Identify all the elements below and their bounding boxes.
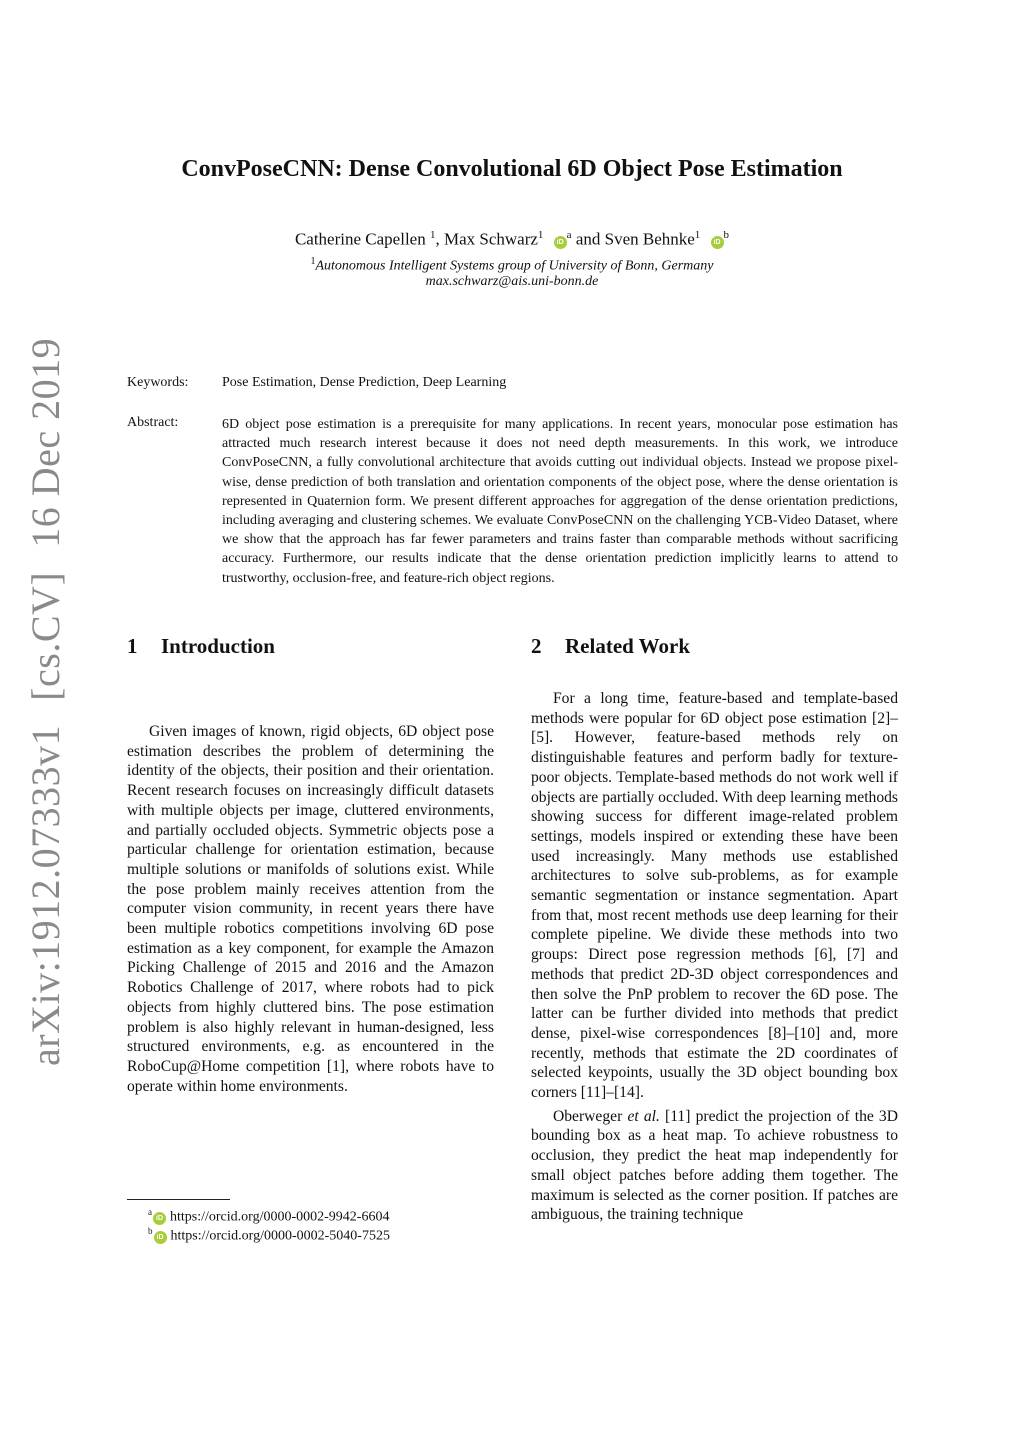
affiliation-mark: 1 (310, 256, 316, 267)
paragraph-text: [11] predict the projection of the 3D bounding box as a heat map. To achieve robustness to occlusion, they predict the heat map independently for small object patches before adding them together. The maximum is selected as the corner position. If patches are ambiguous, the training technique (531, 1107, 898, 1224)
footnote-mark: b (723, 229, 730, 241)
affiliation-mark: 1 (694, 229, 701, 241)
arxiv-category: [cs.CV] (23, 571, 68, 701)
arxiv-date: 16 Dec 2019 (23, 337, 68, 548)
related-work-paragraph (531, 1107, 898, 1225)
abstract-label: Abstract: (127, 415, 179, 430)
section-number: 2 (531, 634, 542, 658)
arxiv-stamp (20, 337, 72, 1078)
contact-email[interactable]: max.schwarz@ais.uni-bonn.de (425, 274, 599, 289)
left-column (127, 722, 494, 1096)
et-al: et al. (627, 1107, 660, 1125)
footnote-orcid-a (148, 1207, 389, 1226)
right-column (531, 689, 898, 1225)
section-title: Introduction (161, 634, 275, 658)
affiliation-mark: 1 (429, 229, 436, 241)
affiliation-text: Autonomous Intelligent Systems group of University of Bonn, Germany (315, 258, 714, 274)
author-list: Catherine Capellen $^1$, Max Schwarz$^1$ $iD^a$ and Sven Behnke$^1$ $iD^b$ (294, 229, 730, 249)
footnote-mark: a (148, 1207, 152, 1217)
orcid-icon[interactable]: iD (554, 236, 567, 249)
orcid-icon: iD (153, 1212, 166, 1225)
author-conjunction: and (575, 229, 601, 249)
paper-title: ConvPoseCNN: Dense Convolutional 6D Object Pose Estimation (181, 156, 843, 182)
related-work-paragraph: For a long time, feature-based and template-based methods were popular for 6D object pose estimation [2]–[5]. However, feature-based methods rely on distinguishable features and perform badly for texture-poor objects. Template-based methods do not work well if objects are partially occluded. With deep learning methods showing success for different image-related problem settings, models inspired or extending these have been used increasingly. Many methods use established architectures to solve sub-problems, as for example semantic segmentation or instance segmentation. Apart from that, most recent methods use deep learning for their complete pipeline. We divide these methods into two groups: Direct pose regression methods [6], [7] and methods that predict 2D-3D object correspondences and then solve the PnP problem to recover the 6D pose. The latter can be further divided into methods that predict dense, pixel-wise correspondences [8]–[10] and, more recently, methods that estimate the 2D coordinates of selected keypoints, usually the 3D object bounding box corners [11]–[14]. (531, 690, 898, 1102)
affiliation-mark: 1 (537, 229, 544, 241)
section-title: Related Work (565, 634, 691, 658)
affiliation (0, 256, 1024, 275)
cited-author: Oberweger (553, 1107, 623, 1125)
author-name: Sven Behnke (604, 229, 695, 249)
section-heading-related-work (531, 634, 690, 659)
orcid-link[interactable]: https://orcid.org/0000-0002-5040-7525 (170, 1228, 390, 1244)
section-number: 1 (127, 634, 138, 658)
footnote-rule (127, 1199, 230, 1200)
abstract-text: 6D object pose estimation is a prerequisite for many applications. In recent years, monocular pose estimation has attracted much research interest because it does not need depth measurements. In this work, we introduce ConvPoseCNN, a fully convolutional architecture that avoids cutting out individual objects. Instead we propose pixel-wise, dense prediction of both translation and orientation components of the object pose, where the dense orientation is represented in Quaternion form. We present different approaches for aggregation of the dense orientation predictions, including averaging and clustering schemes. We evaluate ConvPoseCNN on the challenging YCB-Video Dataset, where we show that the approach has far fewer parameters and trains faster than comparable methods without sacrificing accuracy. Furthermore, our results indicate that the dense orientation prediction implicitly learns to attend to trustworthy, occlusion-free, and feature-rich object regions. (222, 417, 898, 586)
author-name: Catherine Capellen (294, 229, 426, 249)
introduction-paragraph: Given images of known, rigid objects, 6D object pose estimation describes the problem of determining the identity of the objects, their position and their orientation. Recent research focuses on increasingly difficult datasets with multiple objects per image, cluttered environments, and partially occluded objects. Symmetric objects pose a particular challenge for orientation estimation, because multiple solutions or manifolds of solutions exist. While the pose problem mainly receives attention from the computer vision community, in recent years there have been multiple robotics competitions involving 6D pose estimation as a key component, for example the Amazon Picking Challenge of 2015 and 2016 and the Amazon Robotics Challenge of 2017, where robots had to pick objects from highly cluttered bins. The pose estimation problem is also highly relevant in human-designed, less structured environments, e.g. as encountered in the RoboCup@Home competition [1], where robots have to operate within home environments. (127, 723, 494, 1095)
footnote-orcid-b (148, 1226, 390, 1245)
section-heading-introduction (127, 634, 275, 659)
keywords-text: Pose Estimation, Dense Prediction, Deep Learning (222, 375, 507, 390)
orcid-icon[interactable]: iD (711, 236, 724, 249)
footnote-mark: a (566, 229, 572, 241)
author-name: Max Schwarz (443, 229, 538, 249)
keywords-label: Keywords: (127, 375, 189, 390)
orcid-icon: iD (154, 1231, 167, 1244)
footnote-mark: b (148, 1226, 153, 1236)
orcid-link[interactable]: https://orcid.org/0000-0002-9942-6604 (170, 1209, 390, 1225)
arxiv-id: arXiv:1912.07333v1 (23, 724, 68, 1066)
